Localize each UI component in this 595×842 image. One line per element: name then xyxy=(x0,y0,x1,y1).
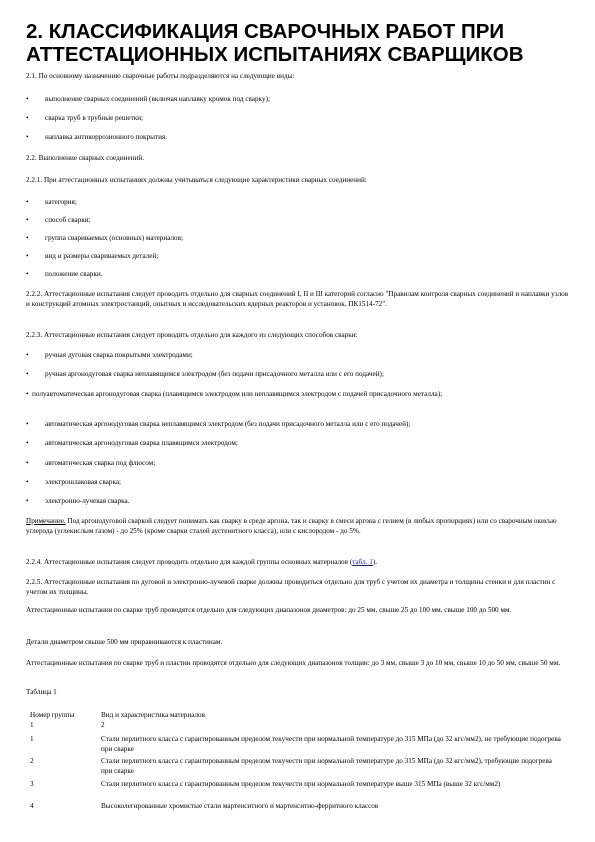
section-2-2: 2.2. Выполнение сварных соединений. xyxy=(26,154,145,162)
list-item-text: автоматическая сварка под флюсом; xyxy=(45,459,156,467)
bullet-icon: • xyxy=(26,478,29,486)
list-item xyxy=(26,390,571,400)
note-text: Под аргонодуговой сваркой следует понимать как сварку в среде аргона, так и сварку в смеси аргона с гелием (в любых пропорциях) или со сварочным окисью углерода (углекислым газом) - до 25% (кроме сварки сталей аустенитного класса), или с кислородом - до 5%. xyxy=(26,517,557,535)
section-2-2-2: 2.2.2. Аттестационные испытания следует проводить отдельно для сварных соединений I, II и III категорий согласно "Правилам контроля сварных соединений и наплавки узлов и конструкций атомных электростанций, опытных и исследовательских ядерных реакторов и установок. ПК1514-72". xyxy=(26,290,569,308)
table-cell: Стали перлитного класса с гарантированным пределом текучести при нормальной температуре до 315 МПа (до 32 кгс/мм2), требующие подогрева при сварке xyxy=(101,757,552,775)
list-item-text: сварка труб в трубные решетки; xyxy=(45,114,144,122)
list-item xyxy=(26,252,571,262)
pipe-diameter-paragraph: Аттестационные испытания по сварке труб проводятся отдельно для следующих диапазонов диаметров: до 25 мм, свыше 25 до 100 мм, свыше 100 до 500 мм. xyxy=(26,606,512,614)
list-item xyxy=(26,351,571,361)
table-caption: Таблица 1 xyxy=(26,688,57,696)
bullet-icon: • xyxy=(26,351,29,359)
table-cell: 1 xyxy=(30,735,34,743)
list-item xyxy=(26,95,571,105)
list-item xyxy=(26,234,571,244)
section-2-2-1: 2.2.1. При аттестационных испытаниях должны учитываться следующие характеристики сварных соединений: xyxy=(26,176,367,184)
list-item-text: ручная аргонодуговая сварка неплавящимся электродом (без подачи присадочного металла или с его подачей); xyxy=(45,370,384,378)
section-2-2-4-end: ). xyxy=(372,558,378,566)
list-item-text: вид и размеры свариваемых деталей; xyxy=(45,252,159,260)
bullet-icon: • xyxy=(26,95,29,103)
bullet-icon: • xyxy=(26,198,29,206)
table-cell: 1 xyxy=(30,721,34,729)
list-item-text: выполнение сварных соединений (включая наплавку кромок под сварку); xyxy=(45,95,270,103)
list-item-text: полуавтоматическая аргонодуговая сварка (плавящимся электродом или неплавящимся электродом с подачей присадочного металла); xyxy=(32,390,443,398)
table-cell: 2 xyxy=(30,757,34,765)
list-item-text: категория; xyxy=(45,198,77,206)
list-item-text: группа свариваемых (основных) материалов; xyxy=(45,234,184,242)
list-item xyxy=(26,370,571,380)
list-item xyxy=(26,133,571,143)
note xyxy=(26,517,571,536)
list-item-text: положение сварки. xyxy=(45,270,103,278)
section-2-2-5: 2.2.5. Аттестационные испытания по дуговой и электронно-лучевой сварке должны проводиться отдельно для труб с учетом их диаметра и толщины стенки и для пластин с учетом их толщины. xyxy=(26,578,556,596)
bullet-icon: • xyxy=(26,216,29,224)
section-2-2-4 xyxy=(26,558,571,568)
list-item-text: ручная дуговая сварка покрытыми электродами; xyxy=(45,351,193,359)
section-2-1: 2.1. По основному назначению сварочные работы подразделяются на следующие виды: xyxy=(26,72,295,80)
note-label: Примечание. xyxy=(26,517,66,525)
bullet-icon: • xyxy=(26,439,29,447)
bullet-icon: • xyxy=(26,497,29,505)
list-item-text: электрошлаковая сварка; xyxy=(45,478,122,486)
list-item xyxy=(26,198,571,208)
bullet-icon: • xyxy=(26,234,29,242)
list-item-text: электронно-лучевая сварка. xyxy=(45,497,130,505)
list-item xyxy=(26,497,571,507)
large-diameter-paragraph: Детали диаметром свыше 500 мм приравниваются к пластинам. xyxy=(26,638,223,646)
page-title: 2. КЛАССИФИКАЦИЯ СВАРОЧНЫХ РАБОТ ПРИ АТТЕСТАЦИОННЫХ ИСПЫТАНИЯХ СВАРЩИКОВ xyxy=(26,20,524,66)
table-cell: Стали перлитного класса с гарантированным пределом текучести при нормальной температуре до 315 МПа (до 32 кгс/мм2), не требующие подогрева при сварке xyxy=(101,735,561,753)
table-header-cell: Номер группы xyxy=(30,711,75,719)
bullet-icon: • xyxy=(26,270,29,278)
table-1-link[interactable]: табл. 1 xyxy=(352,558,373,566)
bullet-icon: • xyxy=(26,420,29,428)
list-item-text: способ сварки; xyxy=(45,216,91,224)
list-item-text: наплавка антикоррозионного покрытия. xyxy=(45,133,168,141)
table-cell: Стали перлитного класса с гарантированным пределом текучести при нормальной температуре выше 315 МПа (выше 32 кгс/мм2) xyxy=(101,780,501,788)
bullet-icon: • xyxy=(26,133,29,141)
bullet-icon: • xyxy=(26,390,29,398)
thickness-paragraph: Аттестационные испытания по сварке труб и пластин проводятся отдельно для следующих диапазонов толщин: до 3 мм, свыше 3 до 10 мм, свыше 10 до 50 мм, свыше 50 мм. xyxy=(26,659,561,667)
list-item-text: автоматическая аргонодуговая сварка плавящимся электродом; xyxy=(45,439,238,447)
list-item xyxy=(26,216,571,226)
list-item xyxy=(26,439,571,449)
list-item xyxy=(26,270,571,280)
bullet-icon: • xyxy=(26,459,29,467)
section-2-2-4-text: 2.2.4. Аттестационные испытания следует проводить отдельно для каждой группы основных материалов ( xyxy=(26,558,353,566)
table-header-cell: Вид и характеристика материалов xyxy=(101,711,206,719)
list-item xyxy=(26,478,571,488)
bullet-icon: • xyxy=(26,252,29,260)
bullet-icon: • xyxy=(26,370,29,378)
list-item xyxy=(26,420,571,430)
table-cell: 2 xyxy=(101,721,105,729)
list-item xyxy=(26,114,571,124)
table-cell: 3 xyxy=(30,780,34,788)
bullet-icon: • xyxy=(26,114,29,122)
list-item xyxy=(26,459,571,469)
table-cell: 4 xyxy=(30,802,34,810)
section-2-2-3: 2.2.3. Аттестационные испытания следует проводить отдельно для каждого из следующих способов сварки: xyxy=(26,331,358,339)
list-item-text: автоматическая аргонодуговая сварка неплавящимся электродом (без подачи присадочного металла или с его подачей); xyxy=(45,420,411,428)
table-cell: Высоколегированные хромистые стали мартенситного и мартенситно-ферритного классов xyxy=(101,802,379,810)
